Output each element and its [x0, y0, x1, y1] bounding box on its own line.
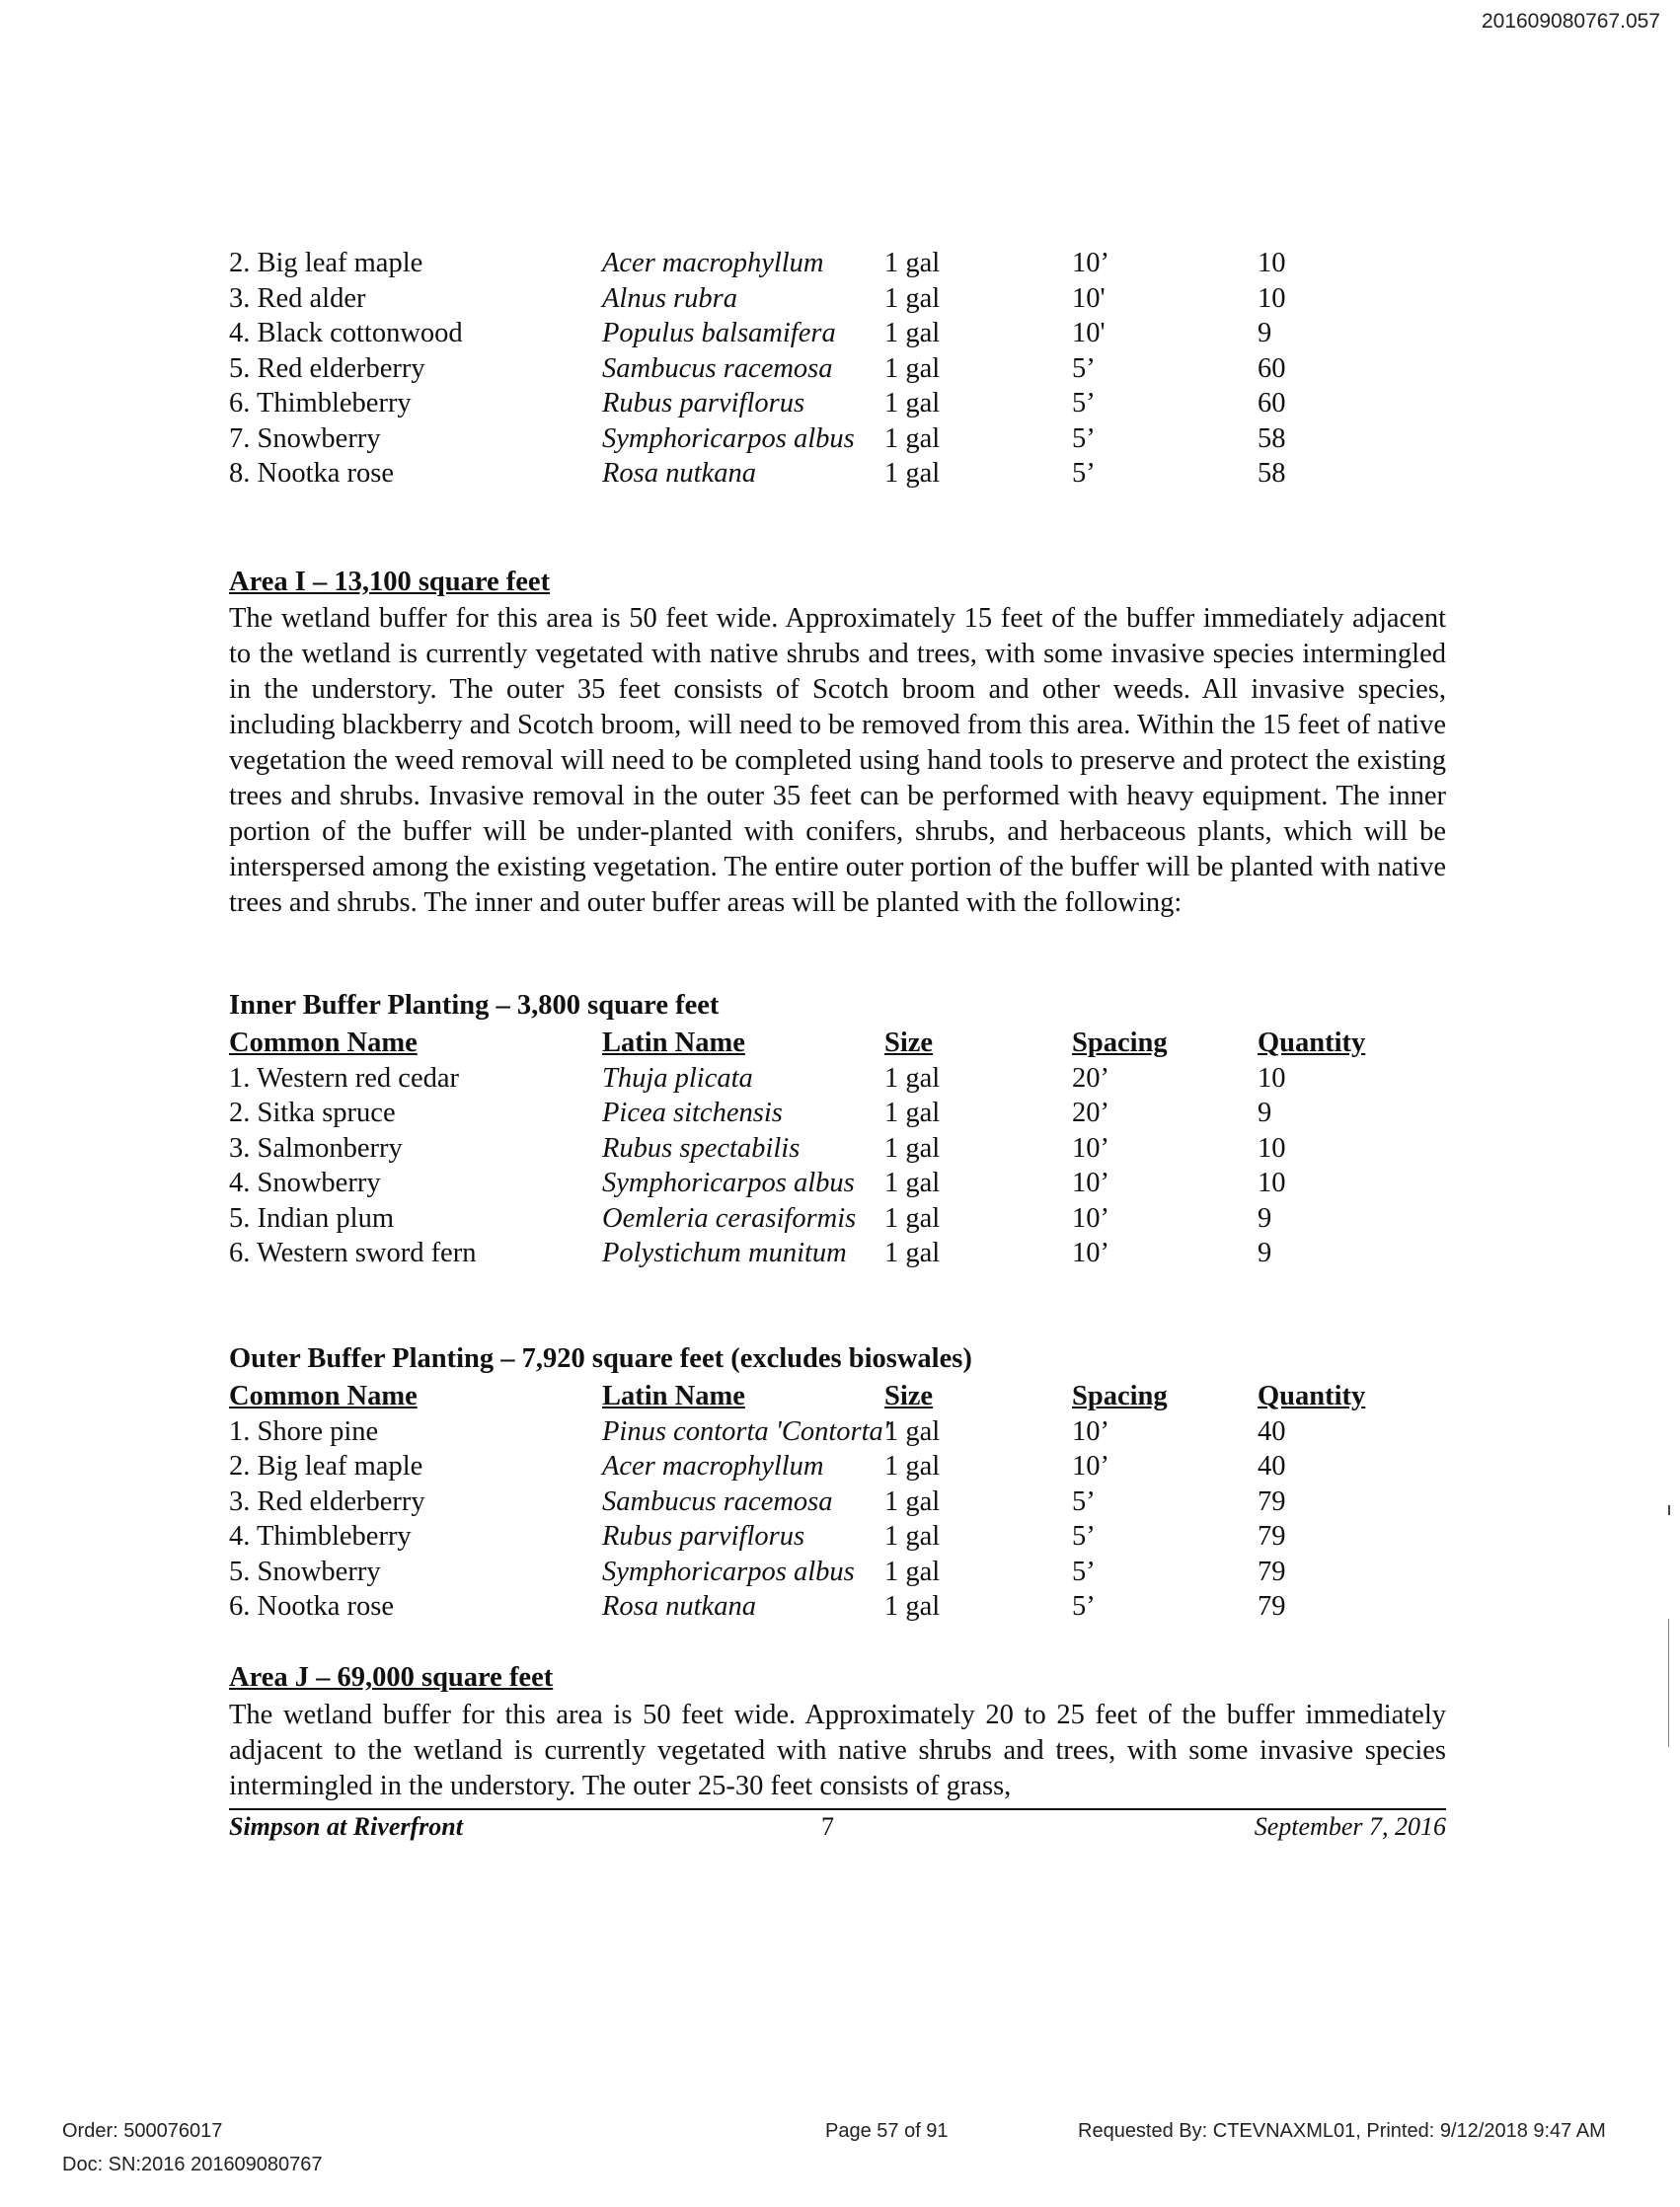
spacing-cell: 10' [1072, 318, 1106, 348]
inner-buffer-table [229, 1026, 1453, 1271]
area-j-paragraph: The wetland buffer for this area is 50 feet wide. Approximately 20 to 25 feet of the buffer immediately adjacent to the wetland is currently vegetated with native shrubs and trees, with some invasive species intermingled in the understory. The outer 25-30 feet consists of grass, [229, 1700, 1446, 1801]
table-row [229, 1519, 1453, 1555]
latin-name-cell: Acer macrophyllum [602, 1451, 824, 1482]
size-cell: 1 gal [884, 388, 941, 419]
order-number: Order: 500076017 [62, 2120, 223, 2142]
column-header-common-name: Common Name [229, 1381, 418, 1411]
scan-mark [1668, 1505, 1670, 1515]
table-row [229, 1096, 1453, 1131]
common-name-cell: 2. Sitka spruce [229, 1098, 396, 1128]
column-header-quantity: Quantity [1258, 1381, 1366, 1411]
size-cell: 1 gal [884, 1238, 941, 1268]
quantity-cell: 79 [1258, 1485, 1286, 1517]
latin-name-cell: Symphoricarpos albus [602, 1168, 855, 1198]
column-header-size: Size [884, 1381, 934, 1411]
latin-name-cell: Sambucus racemosa [602, 1485, 833, 1517]
size-cell: 1 gal [884, 1415, 941, 1447]
common-name-cell: 5. Red elderberry [229, 352, 425, 384]
common-name-cell: 4. Black cottonwood [229, 318, 463, 348]
spacing-cell: 10’ [1072, 1415, 1109, 1447]
spacing-cell: 10’ [1072, 1451, 1109, 1482]
table-row [229, 351, 1453, 387]
latin-name-cell: Pinus contorta 'Contorta' [602, 1415, 889, 1447]
common-name-cell: 5. Snowberry [229, 1556, 381, 1587]
table-row [229, 1589, 1453, 1625]
spacing-cell: 5’ [1072, 422, 1096, 454]
scan-mark [1668, 1619, 1669, 1747]
latin-name-cell: Symphoricarpos albus [602, 422, 855, 454]
quantity-cell: 9 [1258, 318, 1272, 348]
size-cell: 1 gal [884, 1202, 941, 1234]
quantity-cell: 9 [1258, 1098, 1272, 1128]
quantity-cell: 79 [1258, 1521, 1286, 1552]
doc-reference: Doc: SN:2016 201609080767 [62, 2154, 323, 2175]
column-header-latin-name: Latin Name [602, 1027, 745, 1058]
document-number: 201609080767.057 [1481, 10, 1660, 33]
latin-name-cell: Polystichum munitum [602, 1238, 847, 1268]
size-cell: 1 gal [884, 318, 941, 348]
spacing-cell: 10' [1072, 282, 1106, 314]
size-cell: 1 gal [884, 248, 941, 278]
size-cell: 1 gal [884, 1062, 941, 1094]
latin-name-cell: Rosa nutkana [602, 458, 756, 489]
quantity-cell: 9 [1258, 1202, 1272, 1234]
latin-name-cell: Rubus parviflorus [602, 388, 805, 419]
latin-name-cell: Thuja plicata [602, 1062, 753, 1094]
table-row [229, 1449, 1453, 1484]
column-header-spacing: Spacing [1072, 1381, 1168, 1411]
latin-name-cell: Oemleria cerasiformis [602, 1202, 857, 1234]
spacing-cell: 5’ [1072, 352, 1096, 384]
size-cell: 1 gal [884, 422, 941, 454]
table-row [229, 421, 1453, 457]
common-name-cell: 6. Western sword fern [229, 1238, 477, 1268]
latin-name-cell: Picea sitchensis [602, 1098, 783, 1128]
table-row [229, 316, 1453, 351]
common-name-cell: 1. Shore pine [229, 1415, 379, 1447]
spacing-cell: 5’ [1072, 1556, 1096, 1587]
latin-name-cell: Rosa nutkana [602, 1591, 756, 1622]
table-header-row [229, 1379, 1453, 1414]
table-header-row [229, 1026, 1453, 1061]
spacing-cell: 10’ [1072, 1238, 1109, 1268]
latin-name-cell: Acer macrophyllum [602, 248, 824, 278]
size-cell: 1 gal [884, 352, 941, 384]
size-cell: 1 gal [884, 1451, 941, 1482]
quantity-cell: 10 [1258, 1132, 1286, 1164]
quantity-cell: 10 [1258, 248, 1286, 278]
quantity-cell: 58 [1258, 458, 1286, 489]
quantity-cell: 79 [1258, 1556, 1286, 1587]
column-header-latin-name: Latin Name [602, 1381, 745, 1411]
area-j-heading: Area J – 69,000 square feet [229, 1662, 554, 1693]
column-header-size: Size [884, 1027, 934, 1058]
size-cell: 1 gal [884, 1098, 941, 1128]
latin-name-cell: Populus balsamifera [602, 318, 836, 348]
size-cell: 1 gal [884, 1485, 941, 1517]
quantity-cell: 10 [1258, 282, 1286, 314]
common-name-cell: 2. Big leaf maple [229, 1451, 423, 1482]
quantity-cell: 9 [1258, 1238, 1272, 1268]
footer-page-number: 7 [821, 1812, 834, 1841]
inner-buffer-table-title: Inner Buffer Planting – 3,800 square feet [229, 990, 720, 1021]
quantity-cell: 40 [1258, 1451, 1286, 1482]
size-cell: 1 gal [884, 1168, 941, 1198]
table-row [229, 386, 1453, 421]
spacing-cell: 20’ [1072, 1062, 1109, 1094]
spacing-cell: 5’ [1072, 388, 1096, 419]
outer-buffer-table-title: Outer Buffer Planting – 7,920 square feet (excludes bioswales) [229, 1343, 972, 1374]
common-name-cell: 1. Western red cedar [229, 1062, 459, 1094]
size-cell: 1 gal [884, 282, 941, 314]
footer-divider [229, 1808, 1446, 1810]
latin-name-cell: Rubus spectabilis [602, 1132, 801, 1164]
quantity-cell: 40 [1258, 1415, 1286, 1447]
column-header-common-name: Common Name [229, 1027, 418, 1058]
page-of-total: Page 57 of 91 [825, 2120, 949, 2142]
spacing-cell: 5’ [1072, 1521, 1096, 1552]
outer-buffer-table [229, 1379, 1453, 1625]
common-name-cell: 6. Thimbleberry [229, 388, 412, 419]
table-row [229, 1131, 1453, 1167]
size-cell: 1 gal [884, 1132, 941, 1164]
common-name-cell: 3. Red elderberry [229, 1485, 425, 1517]
latin-name-cell: Sambucus racemosa [602, 352, 833, 384]
common-name-cell: 7. Snowberry [229, 422, 381, 454]
spacing-cell: 5’ [1072, 458, 1096, 489]
latin-name-cell: Alnus rubra [602, 282, 737, 314]
footer-date: September 7, 2016 [1254, 1812, 1446, 1841]
quantity-cell: 60 [1258, 352, 1286, 384]
footer-project-name: Simpson at Riverfront [229, 1812, 463, 1841]
common-name-cell: 3. Salmonberry [229, 1132, 403, 1164]
latin-name-cell: Rubus parviflorus [602, 1521, 805, 1552]
quantity-cell: 60 [1258, 388, 1286, 419]
common-name-cell: 2. Big leaf maple [229, 248, 423, 278]
size-cell: 1 gal [884, 1591, 941, 1622]
quantity-cell: 58 [1258, 422, 1286, 454]
spacing-cell: 10’ [1072, 1168, 1109, 1198]
table-row [229, 1555, 1453, 1590]
common-name-cell: 8. Nootka rose [229, 458, 395, 489]
latin-name-cell: Symphoricarpos albus [602, 1556, 855, 1587]
spacing-cell: 5’ [1072, 1485, 1096, 1517]
table-row [229, 1061, 1453, 1097]
requested-by: Requested By: CTEVNAXML01, Printed: 9/12/2018 9:47 AM [1078, 2120, 1606, 2142]
spacing-cell: 10’ [1072, 248, 1109, 278]
area-i-paragraph: The wetland buffer for this area is 50 feet wide. Approximately 15 feet of the buffer immediately adjacent to the wetland is currently vegetated with native shrubs and trees, with some invasive species intermingled in the understory. The outer 35 feet consists of Scotch broom and other weeds. All invasive species, including blackberry and Scotch broom, will need to be removed from this area. Within the 15 feet of native vegetation the weed removal will need to be completed using hand tools to preserve and protect the existing trees and shrubs. Invasive removal in the outer 35 feet can be performed with heavy equipment. The inner portion of the buffer will be under-planted with conifers, shrubs, and herbaceous plants, which will be interspersed among the existing vegetation. The entire outer portion of the buffer will be planted with native trees and shrubs. The inner and outer buffer areas will be planted with the following: [229, 603, 1446, 918]
table-row [229, 1484, 1453, 1520]
table-row [229, 456, 1453, 492]
column-header-spacing: Spacing [1072, 1027, 1168, 1058]
size-cell: 1 gal [884, 458, 941, 489]
common-name-cell: 4. Thimbleberry [229, 1521, 412, 1552]
quantity-cell: 10 [1258, 1168, 1286, 1198]
column-header-quantity: Quantity [1258, 1027, 1366, 1058]
common-name-cell: 6. Nootka rose [229, 1591, 395, 1622]
table-row [229, 281, 1453, 317]
table-row [229, 246, 1453, 281]
size-cell: 1 gal [884, 1521, 941, 1552]
table-row [229, 1166, 1453, 1201]
spacing-cell: 10’ [1072, 1202, 1109, 1234]
table-row [229, 1414, 1453, 1450]
quantity-cell: 10 [1258, 1062, 1286, 1094]
spacing-cell: 20’ [1072, 1098, 1109, 1128]
spacing-cell: 10’ [1072, 1132, 1109, 1164]
quantity-cell: 79 [1258, 1591, 1286, 1622]
common-name-cell: 4. Snowberry [229, 1168, 381, 1198]
area-i-heading: Area I – 13,100 square feet [229, 567, 551, 597]
spacing-cell: 5’ [1072, 1591, 1096, 1622]
table-row [229, 1236, 1453, 1271]
table-row [229, 1201, 1453, 1237]
common-name-cell: 5. Indian plum [229, 1202, 395, 1234]
size-cell: 1 gal [884, 1556, 941, 1587]
continued-planting-table [229, 246, 1453, 492]
common-name-cell: 3. Red alder [229, 282, 366, 314]
